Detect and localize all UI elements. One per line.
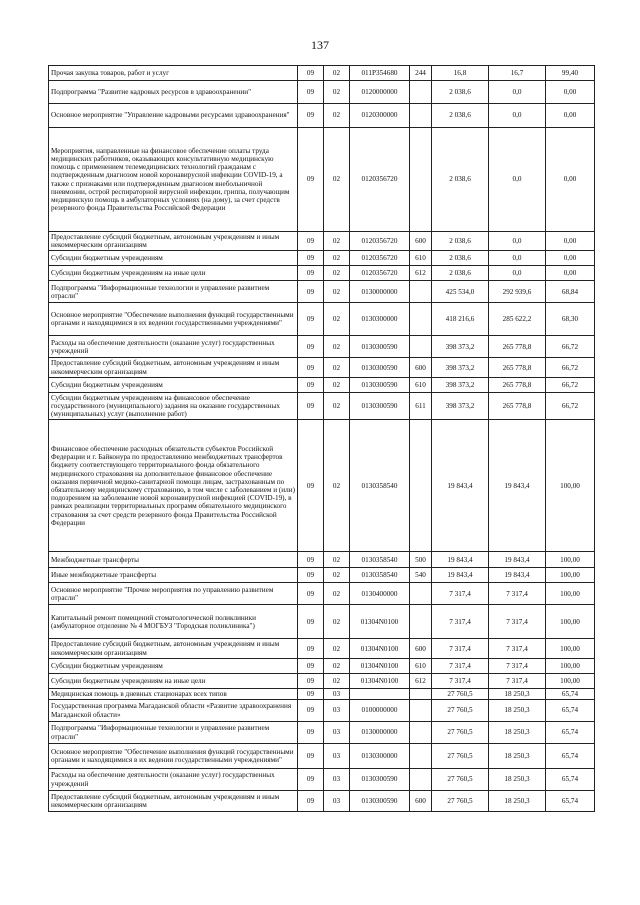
planned-amount-cell: 2 038,6 bbox=[432, 104, 489, 128]
row-name-cell: Подпрограмма "Информационные технологии и управление развитием отрасли" bbox=[49, 281, 298, 303]
planned-amount-cell: 7 317,4 bbox=[432, 605, 489, 639]
expense-type-cell bbox=[410, 104, 432, 128]
executed-amount-cell: 19 843,4 bbox=[489, 552, 546, 568]
execution-percent-cell: 0,00 bbox=[546, 251, 595, 266]
section-code-cell: 09 bbox=[298, 81, 324, 104]
planned-amount-cell: 398 373,2 bbox=[432, 358, 489, 377]
target-article-cell: 0120300000 bbox=[350, 104, 410, 128]
executed-amount-cell: 7 317,4 bbox=[489, 605, 546, 639]
expense-type-cell: 244 bbox=[410, 66, 432, 81]
planned-amount-cell: 398 373,2 bbox=[432, 336, 489, 358]
row-name-cell: Финансовое обеспечение расходных обязательств субъектов Российской Федерации и г. Байконура по предоставлению межбюджетных трансфертов бюджету соответствующего территориального фонда обязательного медицинского страхования на дополнительное финансовое обеспечение оказания первичной медико-санитарной помощи лицам, застрахованным по обязательному медицинскому страхованию, в том числе с заболеванием и (или) подозрением на заболевание новой коронавирусной инфекцией (COVID-19), в рамках реализации территориальных программ обязательного медицинского страхования за счет средств резервного фонда Правительства Российской Федерации bbox=[49, 420, 298, 552]
section-code-cell: 09 bbox=[298, 688, 324, 699]
executed-amount-cell: 0,0 bbox=[489, 128, 546, 232]
executed-amount-cell: 18 250,3 bbox=[489, 769, 546, 791]
execution-percent-cell: 99,40 bbox=[546, 66, 595, 81]
execution-percent-cell: 100,00 bbox=[546, 639, 595, 658]
subsection-code-cell: 02 bbox=[324, 639, 350, 658]
target-article-cell: 0130358540 bbox=[350, 552, 410, 568]
section-code-cell: 09 bbox=[298, 377, 324, 392]
section-code-cell: 09 bbox=[298, 700, 324, 722]
table-row bbox=[49, 303, 595, 336]
row-name-cell: Медицинская помощь в дневных стационарах всех типов bbox=[49, 688, 298, 699]
row-name-cell: Подпрограмма "Развитие кадровых ресурсов в здравоохранении" bbox=[49, 81, 298, 104]
executed-amount-cell: 18 250,3 bbox=[489, 744, 546, 769]
execution-percent-cell: 65,74 bbox=[546, 688, 595, 699]
row-name-cell: Субсидии бюджетным учреждениям на иные цели bbox=[49, 673, 298, 688]
execution-percent-cell: 100,00 bbox=[546, 568, 595, 583]
expense-type-cell bbox=[410, 605, 432, 639]
planned-amount-cell: 27 760,5 bbox=[432, 700, 489, 722]
section-code-cell: 09 bbox=[298, 358, 324, 377]
subsection-code-cell: 02 bbox=[324, 658, 350, 673]
row-name-cell: Иные межбюджетные трансферты bbox=[49, 568, 298, 583]
row-name-cell: Субсидии бюджетным учреждениям bbox=[49, 251, 298, 266]
table-row bbox=[49, 605, 595, 639]
section-code-cell: 09 bbox=[298, 66, 324, 81]
section-code-cell: 09 bbox=[298, 744, 324, 769]
section-code-cell: 09 bbox=[298, 392, 324, 420]
subsection-code-cell: 02 bbox=[324, 281, 350, 303]
table-row bbox=[49, 266, 595, 281]
subsection-code-cell: 03 bbox=[324, 791, 350, 812]
target-article-cell: 0120356720 bbox=[350, 232, 410, 251]
expense-type-cell bbox=[410, 420, 432, 552]
execution-percent-cell: 0,00 bbox=[546, 232, 595, 251]
executed-amount-cell: 0,0 bbox=[489, 266, 546, 281]
execution-percent-cell: 65,74 bbox=[546, 722, 595, 744]
expense-type-cell bbox=[410, 81, 432, 104]
section-code-cell: 09 bbox=[298, 791, 324, 812]
expense-type-cell bbox=[410, 583, 432, 605]
expense-type-cell: 610 bbox=[410, 658, 432, 673]
section-code-cell: 09 bbox=[298, 336, 324, 358]
section-code-cell: 09 bbox=[298, 658, 324, 673]
section-code-cell: 09 bbox=[298, 568, 324, 583]
section-code-cell: 09 bbox=[298, 420, 324, 552]
target-article-cell: 0130000000 bbox=[350, 281, 410, 303]
executed-amount-cell: 0,0 bbox=[489, 81, 546, 104]
row-name-cell: Предоставление субсидий бюджетным, автономным учреждениям и иным некоммерческим организациям bbox=[49, 358, 298, 377]
table-row bbox=[49, 420, 595, 552]
subsection-code-cell: 03 bbox=[324, 769, 350, 791]
subsection-code-cell: 02 bbox=[324, 552, 350, 568]
executed-amount-cell: 7 317,4 bbox=[489, 639, 546, 658]
target-article-cell: 011Р354680 bbox=[350, 66, 410, 81]
target-article-cell: 0130358540 bbox=[350, 420, 410, 552]
row-name-cell: Мероприятия, направленные на финансовое обеспечение оплаты труда медицинских работников, оказывающих консультативную медицинскую помощь с применением телемедицинских технологий гражданам с подтвержденным диагнозом новой коронавирусной инфекции COVID-19, а также с признаками или подтвержденным диагнозом внебольничной пневмонии, острой респираторной вирусной инфекции, гриппа, получающим медицинскую помощь в амбулаторных условиях (на дому), за счет средств резервного фонда Правительства Российской Федерации bbox=[49, 128, 298, 232]
expense-type-cell: 610 bbox=[410, 251, 432, 266]
expense-type-cell: 540 bbox=[410, 568, 432, 583]
row-name-cell: Расходы на обеспечение деятельности (оказание услуг) государственных учреждений bbox=[49, 336, 298, 358]
target-article-cell: 01304N0100 bbox=[350, 639, 410, 658]
executed-amount-cell: 292 939,6 bbox=[489, 281, 546, 303]
table-row bbox=[49, 81, 595, 104]
executed-amount-cell: 18 250,3 bbox=[489, 700, 546, 722]
execution-percent-cell: 100,00 bbox=[546, 605, 595, 639]
table-row bbox=[49, 281, 595, 303]
table-row bbox=[49, 251, 595, 266]
table-row bbox=[49, 377, 595, 392]
budget-table bbox=[48, 65, 595, 812]
executed-amount-cell: 18 250,3 bbox=[489, 791, 546, 812]
planned-amount-cell: 2 038,6 bbox=[432, 251, 489, 266]
planned-amount-cell: 27 760,5 bbox=[432, 722, 489, 744]
target-article-cell: 0120356720 bbox=[350, 128, 410, 232]
target-article-cell: 0130400000 bbox=[350, 583, 410, 605]
expense-type-cell: 600 bbox=[410, 358, 432, 377]
row-name-cell: Субсидии бюджетным учреждениям bbox=[49, 377, 298, 392]
execution-percent-cell: 66,72 bbox=[546, 358, 595, 377]
row-name-cell: Субсидии бюджетным учреждениям bbox=[49, 658, 298, 673]
row-name-cell: Прочая закупка товаров, работ и услуг bbox=[49, 66, 298, 81]
execution-percent-cell: 100,00 bbox=[546, 583, 595, 605]
expense-type-cell: 612 bbox=[410, 266, 432, 281]
subsection-code-cell: 03 bbox=[324, 744, 350, 769]
section-code-cell: 09 bbox=[298, 605, 324, 639]
executed-amount-cell: 0,0 bbox=[489, 104, 546, 128]
target-article-cell: 01304N0100 bbox=[350, 658, 410, 673]
table-row bbox=[49, 744, 595, 769]
planned-amount-cell: 425 534,0 bbox=[432, 281, 489, 303]
table-row bbox=[49, 673, 595, 688]
section-code-cell: 09 bbox=[298, 639, 324, 658]
executed-amount-cell: 19 843,4 bbox=[489, 568, 546, 583]
expense-type-cell: 500 bbox=[410, 552, 432, 568]
execution-percent-cell: 100,00 bbox=[546, 673, 595, 688]
section-code-cell: 09 bbox=[298, 281, 324, 303]
section-code-cell: 09 bbox=[298, 583, 324, 605]
section-code-cell: 09 bbox=[298, 673, 324, 688]
table-row bbox=[49, 66, 595, 81]
subsection-code-cell: 02 bbox=[324, 605, 350, 639]
subsection-code-cell: 03 bbox=[324, 722, 350, 744]
expense-type-cell bbox=[410, 700, 432, 722]
planned-amount-cell: 19 843,4 bbox=[432, 420, 489, 552]
table-row bbox=[49, 722, 595, 744]
row-name-cell: Основное мероприятие "Управление кадровыми ресурсами здравоохранения" bbox=[49, 104, 298, 128]
execution-percent-cell: 65,74 bbox=[546, 791, 595, 812]
expense-type-cell: 600 bbox=[410, 791, 432, 812]
planned-amount-cell: 7 317,4 bbox=[432, 583, 489, 605]
section-code-cell: 09 bbox=[298, 769, 324, 791]
subsection-code-cell: 02 bbox=[324, 336, 350, 358]
table-row bbox=[49, 552, 595, 568]
subsection-code-cell: 02 bbox=[324, 358, 350, 377]
table-row bbox=[49, 583, 595, 605]
target-article-cell: 0130300590 bbox=[350, 769, 410, 791]
execution-percent-cell: 100,00 bbox=[546, 658, 595, 673]
planned-amount-cell: 7 317,4 bbox=[432, 658, 489, 673]
budget-table-body bbox=[49, 66, 595, 812]
expense-type-cell: 610 bbox=[410, 377, 432, 392]
planned-amount-cell: 27 760,5 bbox=[432, 791, 489, 812]
executed-amount-cell: 285 622,2 bbox=[489, 303, 546, 336]
subsection-code-cell: 02 bbox=[324, 392, 350, 420]
row-name-cell: Основное мероприятие "Обеспечение выполнения функций государственными органами и находящимися в их ведении государственными учреждениями" bbox=[49, 744, 298, 769]
row-name-cell: Субсидии бюджетным учреждениям на иные цели bbox=[49, 266, 298, 281]
target-article-cell: 0120356720 bbox=[350, 251, 410, 266]
execution-percent-cell: 68,30 bbox=[546, 303, 595, 336]
executed-amount-cell: 265 778,8 bbox=[489, 392, 546, 420]
execution-percent-cell: 65,74 bbox=[546, 744, 595, 769]
table-row bbox=[49, 104, 595, 128]
table-row bbox=[49, 232, 595, 251]
row-name-cell: Подпрограмма "Информационные технологии и управление развитием отрасли" bbox=[49, 722, 298, 744]
section-code-cell: 09 bbox=[298, 232, 324, 251]
planned-amount-cell: 7 317,4 bbox=[432, 639, 489, 658]
planned-amount-cell: 2 038,6 bbox=[432, 128, 489, 232]
page-number: 137 bbox=[311, 38, 329, 52]
table-row bbox=[49, 769, 595, 791]
execution-percent-cell: 66,72 bbox=[546, 336, 595, 358]
subsection-code-cell: 02 bbox=[324, 81, 350, 104]
planned-amount-cell: 27 760,5 bbox=[432, 744, 489, 769]
expense-type-cell bbox=[410, 769, 432, 791]
target-article-cell: 0130358540 bbox=[350, 568, 410, 583]
execution-percent-cell: 0,00 bbox=[546, 266, 595, 281]
row-name-cell: Расходы на обеспечение деятельности (оказание услуг) государственных учреждений bbox=[49, 769, 298, 791]
execution-percent-cell: 65,74 bbox=[546, 700, 595, 722]
subsection-code-cell: 02 bbox=[324, 232, 350, 251]
expense-type-cell bbox=[410, 303, 432, 336]
executed-amount-cell: 265 778,8 bbox=[489, 377, 546, 392]
row-name-cell: Предоставление субсидий бюджетным, автономным учреждениям и иным некоммерческим организациям bbox=[49, 791, 298, 812]
section-code-cell: 09 bbox=[298, 128, 324, 232]
planned-amount-cell: 19 843,4 bbox=[432, 552, 489, 568]
subsection-code-cell: 02 bbox=[324, 568, 350, 583]
row-name-cell: Капитальный ремонт помещений стоматологической поликлиники (амбулаторное отделение № 4 МОГБУЗ "Городская поликлиника") bbox=[49, 605, 298, 639]
target-article-cell: 01304N0100 bbox=[350, 673, 410, 688]
table-row bbox=[49, 392, 595, 420]
execution-percent-cell: 100,00 bbox=[546, 552, 595, 568]
planned-amount-cell: 19 843,4 bbox=[432, 568, 489, 583]
subsection-code-cell: 02 bbox=[324, 128, 350, 232]
table-row bbox=[49, 700, 595, 722]
section-code-cell: 09 bbox=[298, 552, 324, 568]
expense-type-cell bbox=[410, 336, 432, 358]
subsection-code-cell: 02 bbox=[324, 377, 350, 392]
row-name-cell: Государственная программа Магаданской области «Развитие здравоохранения Магаданской области» bbox=[49, 700, 298, 722]
subsection-code-cell: 02 bbox=[324, 303, 350, 336]
expense-type-cell: 611 bbox=[410, 392, 432, 420]
target-article-cell: 0130300590 bbox=[350, 392, 410, 420]
target-article-cell: 0130300590 bbox=[350, 358, 410, 377]
executed-amount-cell: 265 778,8 bbox=[489, 336, 546, 358]
section-code-cell: 09 bbox=[298, 303, 324, 336]
expense-type-cell bbox=[410, 722, 432, 744]
expense-type-cell: 600 bbox=[410, 232, 432, 251]
planned-amount-cell: 2 038,6 bbox=[432, 266, 489, 281]
planned-amount-cell: 2 038,6 bbox=[432, 81, 489, 104]
execution-percent-cell: 0,00 bbox=[546, 104, 595, 128]
table-row bbox=[49, 568, 595, 583]
executed-amount-cell: 0,0 bbox=[489, 232, 546, 251]
executed-amount-cell: 0,0 bbox=[489, 251, 546, 266]
section-code-cell: 09 bbox=[298, 251, 324, 266]
execution-percent-cell: 66,72 bbox=[546, 392, 595, 420]
row-name-cell: Субсидии бюджетным учреждениям на финансовое обеспечение государственного (муниципального) задания на оказание государственных (муниципальных) услуг (выполнение работ) bbox=[49, 392, 298, 420]
execution-percent-cell: 0,00 bbox=[546, 81, 595, 104]
executed-amount-cell: 265 778,8 bbox=[489, 358, 546, 377]
target-article-cell: 0130300590 bbox=[350, 791, 410, 812]
table-row bbox=[49, 688, 595, 699]
section-code-cell: 09 bbox=[298, 104, 324, 128]
expense-type-cell bbox=[410, 744, 432, 769]
executed-amount-cell: 16,7 bbox=[489, 66, 546, 81]
expense-type-cell bbox=[410, 128, 432, 232]
subsection-code-cell: 03 bbox=[324, 688, 350, 699]
expense-type-cell: 600 bbox=[410, 639, 432, 658]
target-article-cell: 0130300000 bbox=[350, 744, 410, 769]
row-name-cell: Предоставление субсидий бюджетным, автономным учреждениям и иным некоммерческим организациям bbox=[49, 639, 298, 658]
planned-amount-cell: 7 317,4 bbox=[432, 673, 489, 688]
subsection-code-cell: 02 bbox=[324, 583, 350, 605]
planned-amount-cell: 398 373,2 bbox=[432, 377, 489, 392]
target-article-cell: 0130000000 bbox=[350, 722, 410, 744]
target-article-cell bbox=[350, 688, 410, 699]
row-name-cell: Основное мероприятие "Прочие мероприятия по управлению развитием отрасли" bbox=[49, 583, 298, 605]
table-row bbox=[49, 658, 595, 673]
target-article-cell: 0120356720 bbox=[350, 266, 410, 281]
subsection-code-cell: 02 bbox=[324, 104, 350, 128]
executed-amount-cell: 7 317,4 bbox=[489, 583, 546, 605]
target-article-cell: 0130300590 bbox=[350, 377, 410, 392]
execution-percent-cell: 68,84 bbox=[546, 281, 595, 303]
subsection-code-cell: 02 bbox=[324, 266, 350, 281]
target-article-cell: 0130300000 bbox=[350, 303, 410, 336]
target-article-cell: 01304N0100 bbox=[350, 605, 410, 639]
table-row bbox=[49, 791, 595, 812]
subsection-code-cell: 02 bbox=[324, 251, 350, 266]
execution-percent-cell: 65,74 bbox=[546, 769, 595, 791]
executed-amount-cell: 7 317,4 bbox=[489, 673, 546, 688]
subsection-code-cell: 03 bbox=[324, 700, 350, 722]
planned-amount-cell: 27 760,5 bbox=[432, 769, 489, 791]
target-article-cell: 0100000000 bbox=[350, 700, 410, 722]
planned-amount-cell: 27 760,5 bbox=[432, 688, 489, 699]
expense-type-cell bbox=[410, 281, 432, 303]
planned-amount-cell: 2 038,6 bbox=[432, 232, 489, 251]
section-code-cell: 09 bbox=[298, 722, 324, 744]
execution-percent-cell: 100,00 bbox=[546, 420, 595, 552]
row-name-cell: Межбюджетные трансферты bbox=[49, 552, 298, 568]
row-name-cell: Предоставление субсидий бюджетным, автономным учреждениям и иным некоммерческим организациям bbox=[49, 232, 298, 251]
planned-amount-cell: 16,8 bbox=[432, 66, 489, 81]
expense-type-cell: 612 bbox=[410, 673, 432, 688]
expense-type-cell bbox=[410, 688, 432, 699]
planned-amount-cell: 418 216,6 bbox=[432, 303, 489, 336]
executed-amount-cell: 7 317,4 bbox=[489, 658, 546, 673]
subsection-code-cell: 02 bbox=[324, 673, 350, 688]
section-code-cell: 09 bbox=[298, 266, 324, 281]
table-row bbox=[49, 639, 595, 658]
subsection-code-cell: 02 bbox=[324, 420, 350, 552]
executed-amount-cell: 18 250,3 bbox=[489, 722, 546, 744]
target-article-cell: 0130300590 bbox=[350, 336, 410, 358]
table-row bbox=[49, 128, 595, 232]
table-row bbox=[49, 336, 595, 358]
subsection-code-cell: 02 bbox=[324, 66, 350, 81]
executed-amount-cell: 19 843,4 bbox=[489, 420, 546, 552]
target-article-cell: 0120000000 bbox=[350, 81, 410, 104]
row-name-cell: Основное мероприятие "Обеспечение выполнения функций государственными органами и находящимися в их ведении государственными учреждениями" bbox=[49, 303, 298, 336]
execution-percent-cell: 0,00 bbox=[546, 128, 595, 232]
execution-percent-cell: 66,72 bbox=[546, 377, 595, 392]
executed-amount-cell: 18 250,3 bbox=[489, 688, 546, 699]
table-row bbox=[49, 358, 595, 377]
planned-amount-cell: 398 373,2 bbox=[432, 392, 489, 420]
